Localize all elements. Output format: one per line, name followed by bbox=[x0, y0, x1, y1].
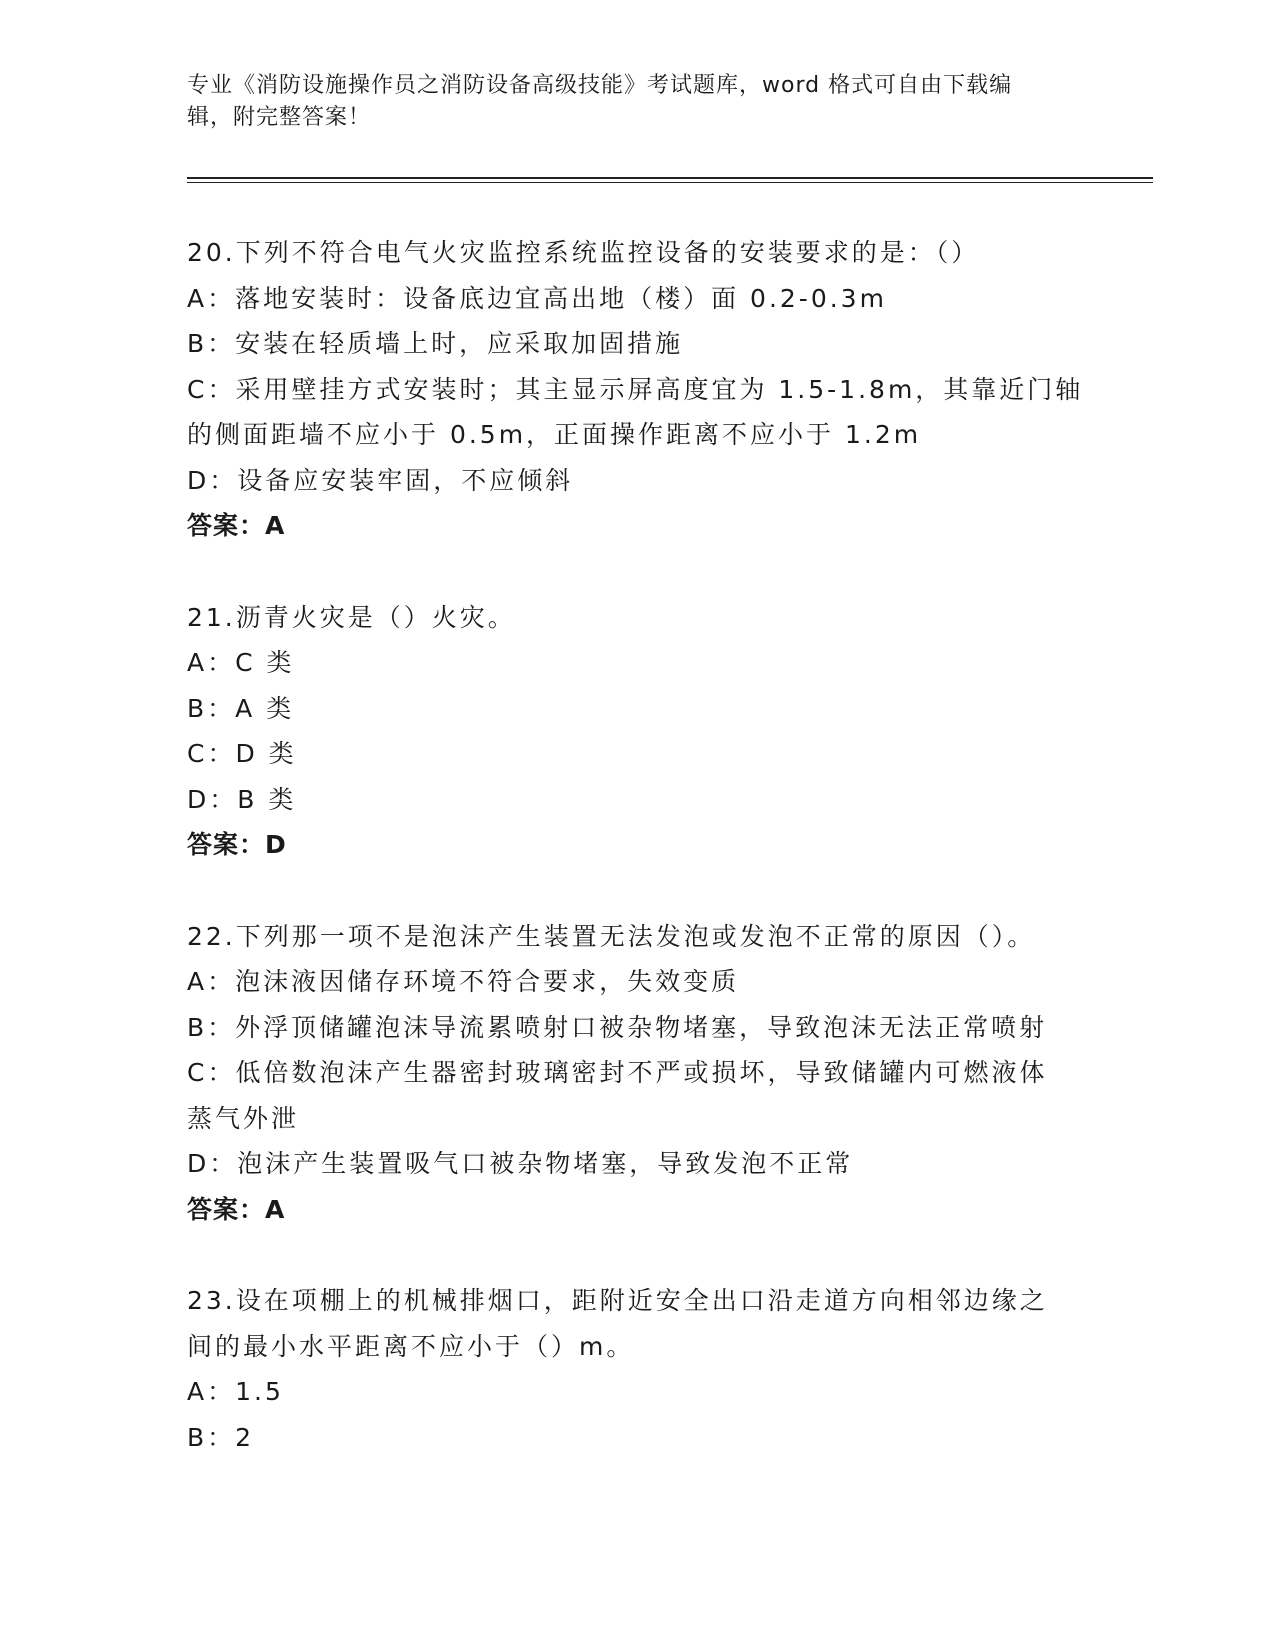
question-stem: 23.设在项棚上的机械排烟口，距附近安全出口沿走道方向相邻边缘之 bbox=[187, 1286, 1048, 1315]
option-b: B：外浮顶储罐泡沫导流累喷射口被杂物堵塞，导致泡沫无法正常喷射 bbox=[187, 1012, 1048, 1042]
option-b: B：安装在轻质墙上时，应采取加固措施 bbox=[187, 329, 684, 358]
option-a: A：1.5 bbox=[187, 1377, 284, 1406]
question-23 bbox=[187, 1278, 1087, 1460]
option-c: C：低倍数泡沫产生器密封玻璃密封不严或损坏，导致储罐内可燃液体 bbox=[187, 1058, 1048, 1087]
question-list bbox=[187, 230, 1087, 1506]
option-d: D：设备应安装牢固，不应倾斜 bbox=[187, 465, 574, 495]
option-a: A：C 类 bbox=[187, 648, 295, 677]
question-21 bbox=[187, 595, 1087, 868]
option-d: D：B 类 bbox=[187, 784, 297, 814]
question-stem: 22.下列那一项不是泡沫产生装置无法发泡或发泡不正常的原因（）。 bbox=[187, 921, 1036, 951]
question-22 bbox=[187, 914, 1087, 1233]
option-a: A：泡沫液因储存环境不符合要求，失效变质 bbox=[187, 967, 740, 996]
option-c: C：采用壁挂方式安装时；其主显示屏高度宜为 1.5-1.8m，其靠近门轴 bbox=[187, 374, 1084, 404]
option-c: C：D 类 bbox=[187, 739, 297, 768]
document-header bbox=[187, 70, 1087, 134]
option-c-continued: 蒸气外泄 bbox=[187, 1103, 300, 1133]
answer-label: 答案：D bbox=[187, 830, 287, 859]
answer-label: 答案：A bbox=[187, 511, 286, 540]
option-d: D：泡沫产生装置吸气口被杂物堵塞，导致发泡不正常 bbox=[187, 1149, 854, 1178]
header-line-2: 辑，附完整答案！ bbox=[187, 105, 372, 130]
question-stem-continued: 间的最小水平距离不应小于（）m。 bbox=[187, 1331, 635, 1361]
option-c-continued: 的侧面距墙不应小于 0.5m，正面操作距离不应小于 1.2m bbox=[187, 420, 922, 449]
option-a: A：落地安装时：设备底边宜高出地（楼）面 0.2-0.3m bbox=[187, 283, 887, 313]
option-b: B：A 类 bbox=[187, 693, 295, 723]
question-stem: 21.沥青火灾是（）火灾。 bbox=[187, 602, 516, 632]
option-b: B：2 bbox=[187, 1422, 255, 1452]
question-20 bbox=[187, 230, 1087, 549]
header-line-1: 专业《消防设施操作员之消防设备高级技能》考试题库，word 格式可自由下载编 bbox=[187, 73, 1013, 98]
header-divider-thin bbox=[187, 182, 1153, 183]
header-divider-thick bbox=[187, 177, 1153, 179]
question-stem: 20.下列不符合电气火灾监控系统监控设备的安装要求的是：（） bbox=[187, 238, 980, 267]
answer-label: 答案：A bbox=[187, 1194, 286, 1224]
